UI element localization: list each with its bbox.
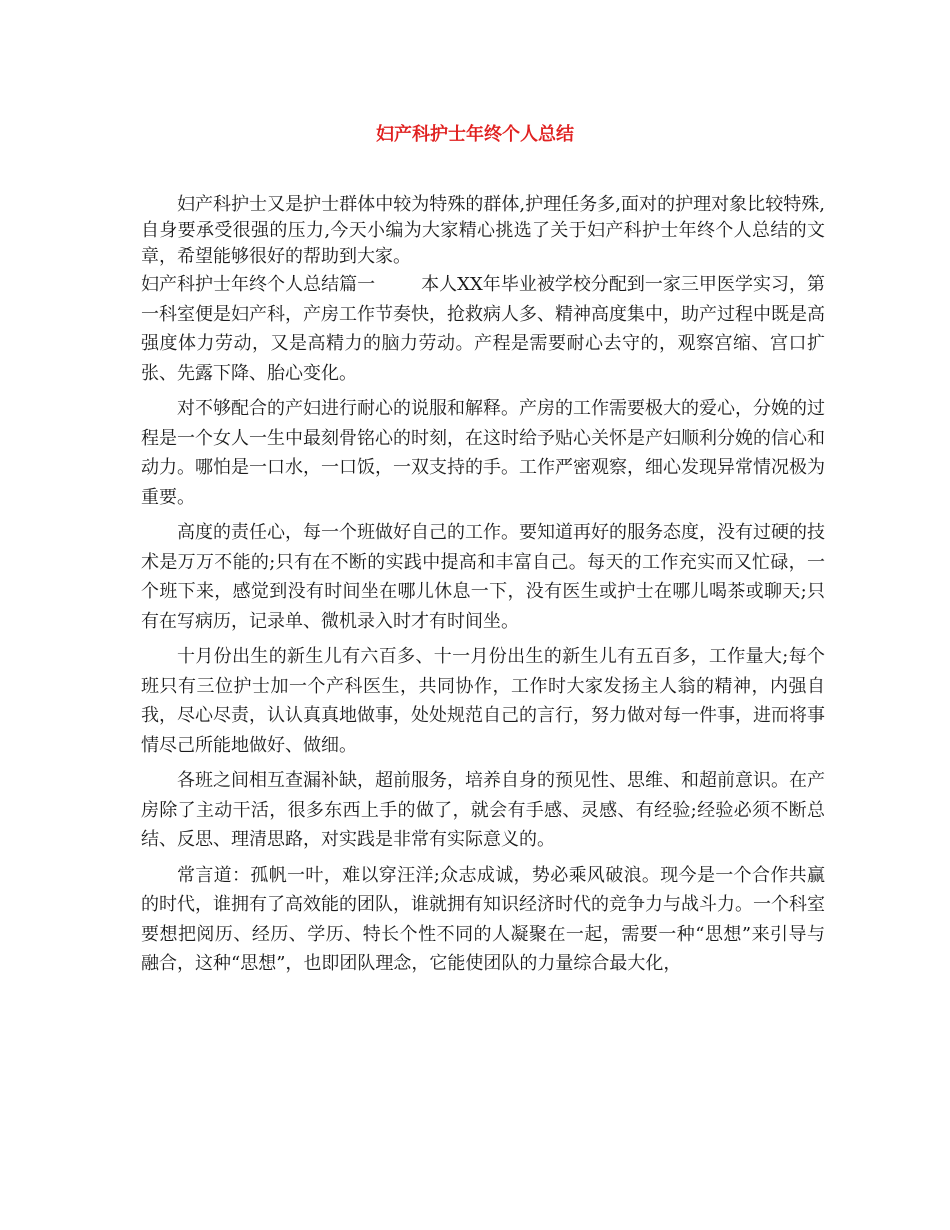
section-paragraph (141, 270, 825, 388)
body-paragraph: 十月份出生的新生儿有六百多、十一月份出生的新生儿有五百多，工作量大;每个班只有三位护士加一个产科医生，共同协作，工作时大家发扬主人翁的精神，内强自我，尽心尽责，认认真真地做事，处处规范自己的言行，努力做对每一件事，进而将事情尽己所能地做好、做细。 (141, 646, 825, 756)
document-body (141, 192, 825, 979)
section-heading: 妇产科护士年终个人总结篇一 (141, 274, 376, 295)
body-paragraph: 高度的责任心，每一个班做好自己的工作。要知道再好的服务态度，没有过硬的技术是万万不能的;只有在不断的实践中提高和丰富自己。每天的工作充实而又忙碌，一个班下来，感觉到没有时间坐在哪儿休息一下，没有医生或护士在哪儿喝茶或聊天;只有在写病历，记录单、微机录入时才有时间坐。 (141, 522, 825, 632)
body-paragraph: 对不够配合的产妇进行耐心的说服和解释。产房的工作需要极大的爱心，分娩的过程是一个女人一生中最刻骨铭心的时刻，在这时给予贴心关怀是产妇顺利分娩的信心和动力。哪怕是一口水，一口饭，一双支持的手。工作严密观察，细心发现异常情况极为重要。 (141, 398, 825, 508)
section-lead-text: 本人XX年毕业被学校分配到一家三甲医学实习，第一科室便是妇产科，产房工作节奏快，抢救病人多、精神高度集中，助产过程中既是高强度体力劳动，又是高精力的脑力劳动。产程是需要耐心去守的，观察宫缩、宫口扩张、先露下降、胎心变化。 (141, 274, 825, 384)
body-paragraph: 常言道：孤帆一叶，难以穿汪洋;众志成诚，势必乘风破浪。现今是一个合作共赢的时代，谁拥有了高效能的团队，谁就拥有知识经济时代的竞争力与战斗力。一个科室要想把阅历、经历、学历、特长个性不同的人凝聚在一起，需要一种“思想”来引导与融合，这种“思想”，也即团队理念，它能使团队的力量综合最大化， (141, 864, 825, 974)
body-paragraph: 各班之间相互查漏补缺，超前服务，培养自身的预见性、思维、和超前意识。在产房除了主动干活，很多东西上手的做了，就会有手感、灵感、有经验;经验必须不断总结、反思、理清思路，对实践是非常有实际意义的。 (141, 770, 825, 850)
document-title: 妇产科护士年终个人总结 (376, 124, 574, 145)
intro-paragraph: 妇产科护士又是护士群体中较为特殊的群体,护理任务多,面对的护理对象比较特殊,自身要承受很强的压力,今天小编为大家精心挑选了关于妇产科护士年终个人总结的文章，希望能够很好的帮助到大家。 (141, 194, 825, 267)
